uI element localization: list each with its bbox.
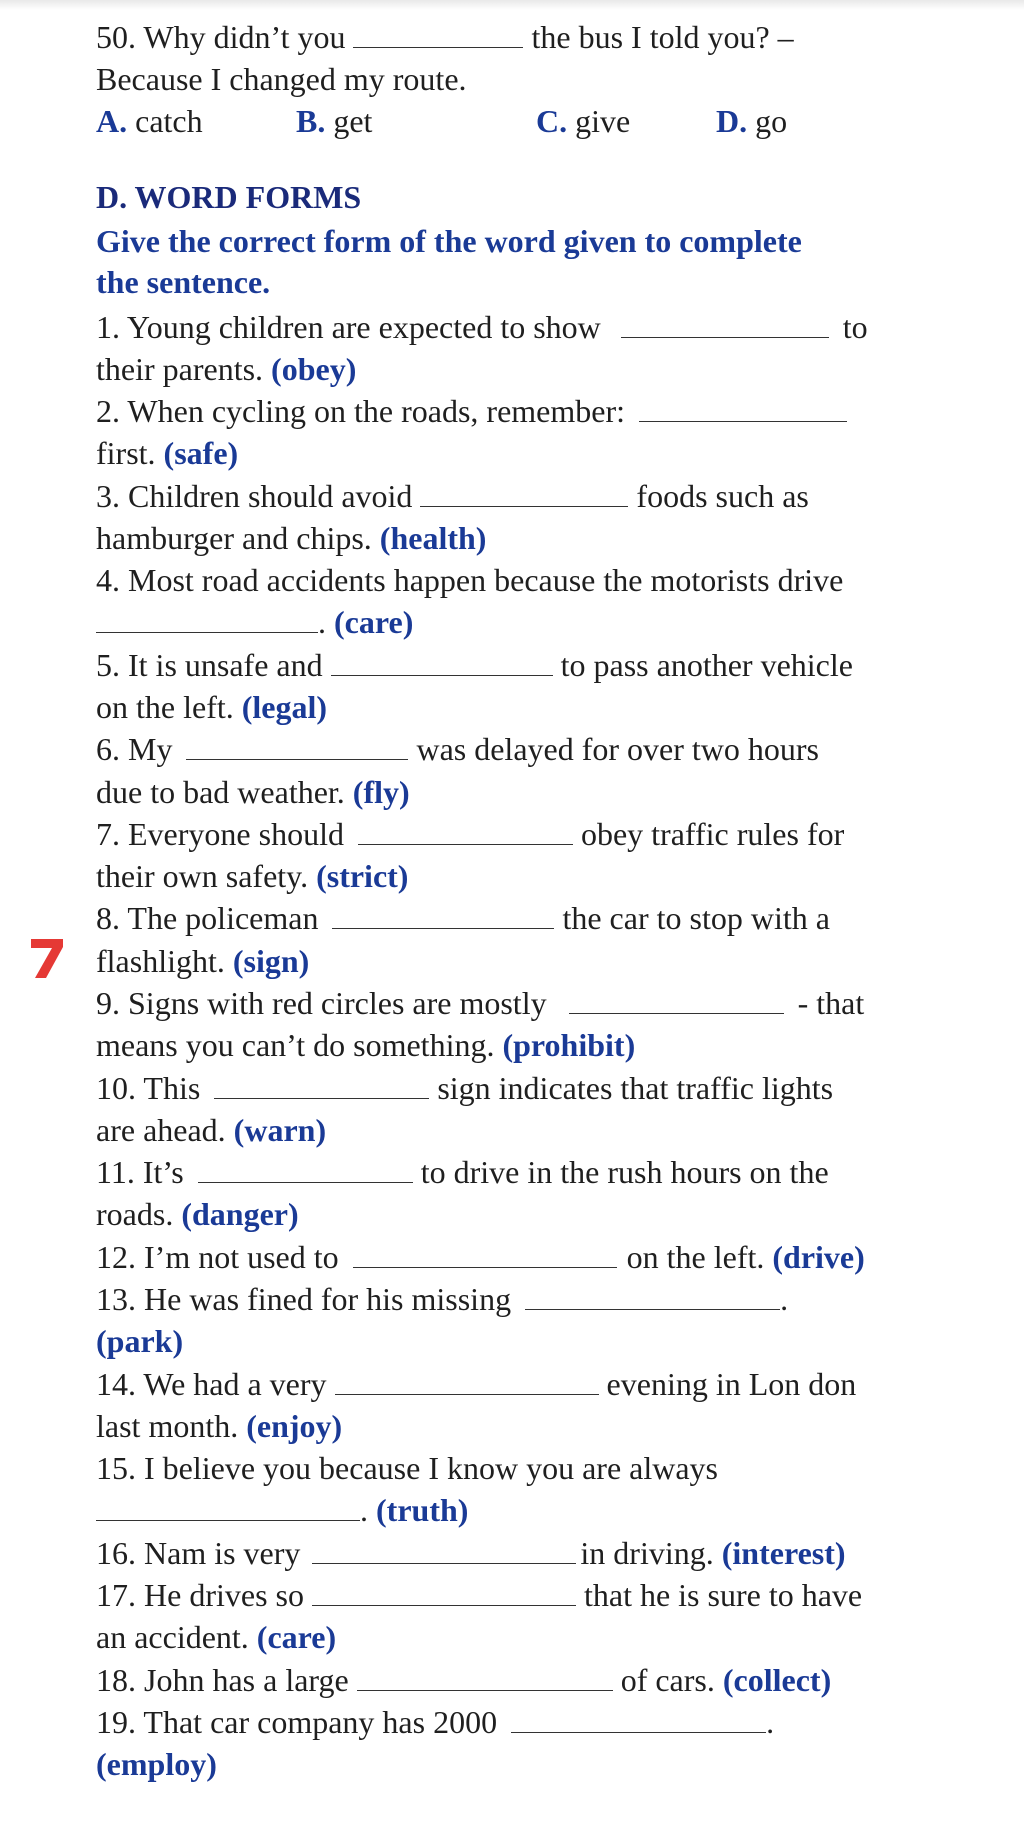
item-14-line-2: last month. (enjoy): [96, 1408, 343, 1444]
option-c[interactable]: C. give: [536, 103, 631, 139]
item-12-line-1: 12. I’m not used to on the left. (drive): [96, 1239, 865, 1275]
item-1-line-2: their parents. (obey): [96, 351, 357, 387]
instruction-line-2: the sentence.: [96, 264, 271, 300]
answer-blank[interactable]: [96, 1494, 360, 1521]
item-5-line-2: on the left. (legal): [96, 689, 328, 725]
red-number-seven-marker: [28, 936, 66, 980]
answer-blank[interactable]: [511, 1706, 766, 1733]
item-11-line-2: roads. (danger): [96, 1196, 299, 1232]
item-13-line-1: 13. He was fined for his missing .: [96, 1281, 789, 1317]
item-19-line-2: (employ): [96, 1746, 217, 1782]
item-4-line-2: . (care): [96, 602, 413, 642]
item-15-line-2: . (truth): [96, 1490, 468, 1530]
item-8-line-2: flashlight. (sign): [96, 943, 310, 979]
answer-blank[interactable]: [569, 987, 784, 1014]
item-2-line-2: first. (safe): [96, 435, 239, 471]
answer-blank[interactable]: [312, 1579, 576, 1606]
option-b[interactable]: B. get: [296, 103, 373, 139]
item-5-line-1: 5. It is unsafe and to pass another vehicle: [96, 647, 853, 683]
item-7-line-1: 7. Everyone should obey traffic rules for: [96, 816, 845, 852]
q50-line-1: 50. Why didn’t you the bus I told you? –: [96, 19, 794, 55]
answer-blank[interactable]: [420, 480, 628, 507]
answer-blank[interactable]: [332, 902, 554, 929]
item-1-line-1: 1. Young children are expected to show to: [96, 309, 868, 345]
item-10-line-2: are ahead. (warn): [96, 1112, 327, 1148]
answer-blank[interactable]: [96, 606, 318, 633]
item-18-line-1: 18. John has a large of cars. (collect): [96, 1662, 832, 1698]
item-15-line-1: 15. I believe you because I know you are always: [96, 1450, 718, 1486]
instruction-line-1: Give the correct form of the word given to complete: [96, 223, 802, 259]
item-3-line-1: 3. Children should avoid foods such as: [96, 478, 809, 514]
item-4-line-1: 4. Most road accidents happen because the motorists drive: [96, 562, 844, 598]
item-3-line-2: hamburger and chips. (health): [96, 520, 487, 556]
item-6-line-2: due to bad weather. (fly): [96, 774, 410, 810]
item-6-line-1: 6. My was delayed for over two hours: [96, 731, 819, 767]
answer-blank[interactable]: [525, 1283, 780, 1310]
section-title: D. WORD FORMS: [96, 179, 362, 215]
item-7-line-2: their own safety. (strict): [96, 858, 409, 894]
answer-blank[interactable]: [214, 1072, 429, 1099]
answer-blank[interactable]: [186, 733, 408, 760]
answer-blank[interactable]: [358, 818, 573, 845]
answer-blank[interactable]: [198, 1156, 413, 1183]
item-13-line-2: (park): [96, 1323, 184, 1359]
item-14-line-1: 14. We had a very evening in Lon don: [96, 1366, 857, 1402]
item-19-line-1: 19. That car company has 2000 .: [96, 1704, 775, 1740]
option-d[interactable]: D. go: [716, 103, 788, 139]
cropped-previous-line: [0, 0, 1024, 10]
item-2-line-1: 2. When cycling on the roads, remember:: [96, 391, 855, 431]
item-17-line-2: an accident. (care): [96, 1619, 337, 1655]
item-8-line-1: 8. The policeman the car to stop with a: [96, 900, 830, 936]
answer-blank[interactable]: [335, 1368, 599, 1395]
option-a[interactable]: A. catch: [96, 103, 203, 139]
answer-blank[interactable]: [353, 1241, 617, 1268]
answer-blank[interactable]: [621, 311, 829, 338]
q50-line-2: Because I changed my route.: [96, 61, 467, 97]
answer-blank[interactable]: [353, 21, 523, 48]
item-10-line-1: 10. This sign indicates that traffic lights: [96, 1070, 834, 1106]
answer-blank[interactable]: [639, 395, 847, 422]
answer-blank[interactable]: [312, 1537, 576, 1564]
item-11-line-1: 11. It’s to drive in the rush hours on the: [96, 1154, 829, 1190]
item-9-line-2: means you can’t do something. (prohibit): [96, 1027, 636, 1063]
answer-blank[interactable]: [357, 1664, 613, 1691]
item-9-line-1: 9. Signs with red circles are mostly - that: [96, 985, 865, 1021]
item-16-line-1: 16. Nam is very in driving. (interest): [96, 1535, 846, 1571]
answer-blank[interactable]: [331, 649, 553, 676]
item-17-line-1: 17. He drives so that he is sure to have: [96, 1577, 863, 1613]
